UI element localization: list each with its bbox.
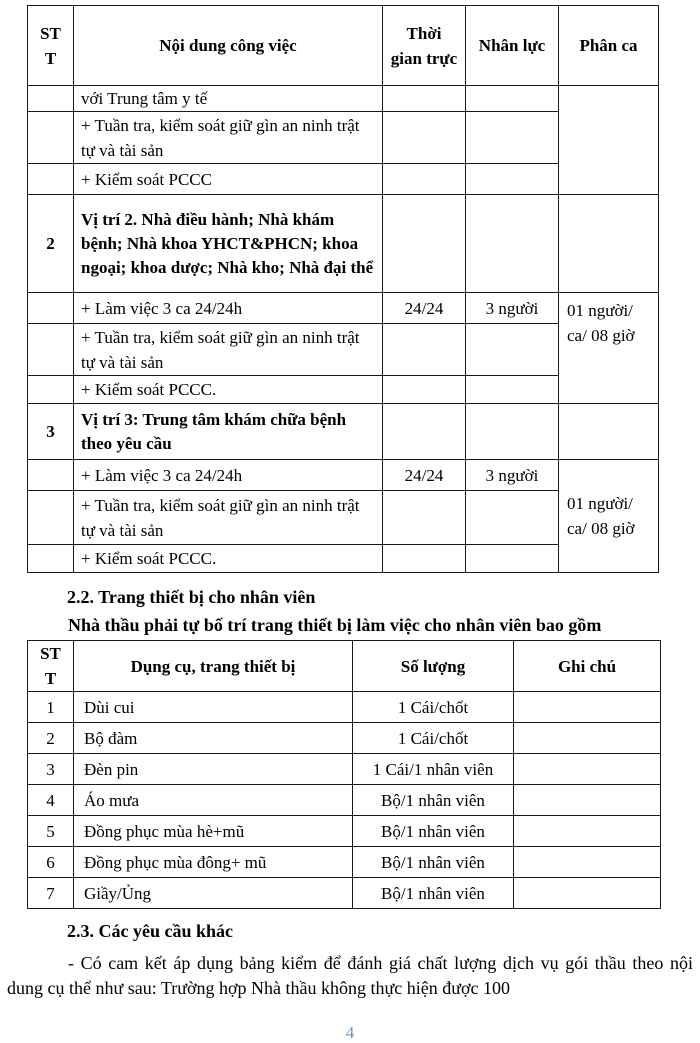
stt-cell: 4 bbox=[28, 785, 74, 816]
shift-cell-merged-3: 01 người/ ca/ 08 giờ bbox=[559, 460, 659, 573]
content-cell: + Kiểm soát PCCC. bbox=[74, 545, 383, 573]
time-cell bbox=[383, 376, 466, 404]
equipment-table-header-row bbox=[28, 641, 661, 692]
staff-cell: 3 người bbox=[466, 460, 559, 491]
content-cell: + Tuần tra, kiểm soát giữ gìn an ninh trật tự và tài sản bbox=[74, 491, 383, 545]
work-header-time: Thời gian trực bbox=[383, 6, 466, 86]
content-cell: + Làm việc 3 ca 24/24h bbox=[74, 293, 383, 324]
table-row-position-2 bbox=[28, 195, 659, 293]
time-cell bbox=[383, 545, 466, 573]
equipment-row bbox=[28, 692, 661, 723]
qty-cell: Bộ/1 nhân viên bbox=[353, 847, 514, 878]
note-cell bbox=[514, 785, 661, 816]
work-header-staff: Nhân lực bbox=[466, 6, 559, 86]
item-cell: Giầy/Ủng bbox=[74, 878, 353, 909]
work-schedule-table bbox=[27, 5, 659, 573]
staff-cell bbox=[466, 164, 559, 195]
staff-cell bbox=[466, 376, 559, 404]
section-2-2-intro: Nhà thầu phải tự bố trí trang thiết bị làm việc cho nhân viên bao gồm bbox=[68, 615, 602, 635]
content-cell: + Làm việc 3 ca 24/24h bbox=[74, 460, 383, 491]
item-cell: Dùi cui bbox=[74, 692, 353, 723]
staff-cell bbox=[466, 324, 559, 376]
table-row bbox=[28, 460, 659, 491]
equip-header-stt: STT bbox=[28, 641, 74, 692]
note-cell bbox=[514, 878, 661, 909]
content-cell: + Tuần tra, kiểm soát giữ gìn an ninh trật tự và tài sản bbox=[74, 324, 383, 376]
item-cell: Đèn pin bbox=[74, 754, 353, 785]
note-cell bbox=[514, 692, 661, 723]
note-cell bbox=[514, 847, 661, 878]
work-header-shift: Phân ca bbox=[559, 6, 659, 86]
equip-header-note: Ghi chú bbox=[514, 641, 661, 692]
staff-cell bbox=[466, 112, 559, 164]
stt-cell bbox=[28, 376, 74, 404]
time-cell bbox=[383, 86, 466, 112]
item-cell: Áo mưa bbox=[74, 785, 353, 816]
stt-cell: 6 bbox=[28, 847, 74, 878]
note-cell bbox=[514, 754, 661, 785]
content-cell: + Kiểm soát PCCC. bbox=[74, 376, 383, 404]
time-cell bbox=[383, 195, 466, 293]
work-header-content: Nội dung công việc bbox=[74, 6, 383, 86]
equipment-row bbox=[28, 878, 661, 909]
time-cell bbox=[383, 491, 466, 545]
section-2-3-heading: 2.3. Các yêu cầu khác bbox=[67, 921, 233, 941]
equipment-row bbox=[28, 785, 661, 816]
stt-cell: 1 bbox=[28, 692, 74, 723]
work-table-header-row bbox=[28, 6, 659, 86]
qty-cell: 1 Cái/chốt bbox=[353, 723, 514, 754]
item-cell: Bộ đàm bbox=[74, 723, 353, 754]
stt-cell bbox=[28, 112, 74, 164]
stt-cell bbox=[28, 324, 74, 376]
stt-cell bbox=[28, 491, 74, 545]
table-row bbox=[28, 293, 659, 324]
stt-cell bbox=[28, 460, 74, 491]
table-row-position-3 bbox=[28, 404, 659, 460]
time-cell: 24/24 bbox=[383, 460, 466, 491]
content-cell: + Kiểm soát PCCC bbox=[74, 164, 383, 195]
equipment-table bbox=[27, 640, 661, 909]
shift-cell-merged-2: 01 người/ ca/ 08 giờ bbox=[559, 293, 659, 404]
table-row bbox=[28, 86, 659, 112]
qty-cell: Bộ/1 nhân viên bbox=[353, 785, 514, 816]
stt-cell bbox=[28, 86, 74, 112]
equipment-row bbox=[28, 816, 661, 847]
staff-cell bbox=[466, 404, 559, 460]
stt-cell: 5 bbox=[28, 816, 74, 847]
document-page bbox=[0, 5, 700, 1042]
stt-cell: 2 bbox=[28, 195, 74, 293]
shift-cell bbox=[559, 195, 659, 293]
stt-cell bbox=[28, 293, 74, 324]
qty-cell: Bộ/1 nhân viên bbox=[353, 816, 514, 847]
section-2-2-heading: 2.2. Trang thiết bị cho nhân viên bbox=[67, 587, 316, 607]
time-cell bbox=[383, 404, 466, 460]
staff-cell bbox=[466, 86, 559, 112]
shift-cell-merged-1 bbox=[559, 86, 659, 195]
stt-cell bbox=[28, 545, 74, 573]
content-cell: Vị trí 3: Trung tâm khám chữa bệnh theo yêu cầu bbox=[74, 404, 383, 460]
stt-cell bbox=[28, 164, 74, 195]
page-number: 4 bbox=[345, 1023, 355, 1042]
time-cell bbox=[383, 324, 466, 376]
content-cell: + Tuần tra, kiểm soát giữ gìn an ninh trật tự và tài sản bbox=[74, 112, 383, 164]
qty-cell: Bộ/1 nhân viên bbox=[353, 878, 514, 909]
time-cell: 24/24 bbox=[383, 293, 466, 324]
item-cell: Đồng phục mùa đông+ mũ bbox=[74, 847, 353, 878]
work-header-stt: STT bbox=[28, 6, 74, 86]
shift-cell bbox=[559, 404, 659, 460]
note-cell bbox=[514, 723, 661, 754]
item-cell: Đồng phục mùa hè+mũ bbox=[74, 816, 353, 847]
commitment-paragraph: - Có cam kết áp dụng bảng kiểm để đánh giá chất lượng dịch vụ gói thầu theo nội dung cụ thể như sau: Trường hợp Nhà thầu không thực hiện được 100 bbox=[7, 953, 693, 998]
equipment-row bbox=[28, 847, 661, 878]
stt-cell: 2 bbox=[28, 723, 74, 754]
qty-cell: 1 Cái/1 nhân viên bbox=[353, 754, 514, 785]
qty-cell: 1 Cái/chốt bbox=[353, 692, 514, 723]
note-cell bbox=[514, 816, 661, 847]
time-cell bbox=[383, 164, 466, 195]
staff-cell bbox=[466, 491, 559, 545]
equipment-row bbox=[28, 723, 661, 754]
staff-cell: 3 người bbox=[466, 293, 559, 324]
time-cell bbox=[383, 112, 466, 164]
staff-cell bbox=[466, 195, 559, 293]
equip-header-item: Dụng cụ, trang thiết bị bbox=[74, 641, 353, 692]
equipment-row bbox=[28, 754, 661, 785]
equip-header-qty: Số lượng bbox=[353, 641, 514, 692]
content-cell: Vị trí 2. Nhà điều hành; Nhà khám bệnh; Nhà khoa YHCT&PHCN; khoa ngoại; khoa dược; Nhà kho; Nhà đại thể bbox=[74, 195, 383, 293]
stt-cell: 7 bbox=[28, 878, 74, 909]
stt-cell: 3 bbox=[28, 754, 74, 785]
stt-cell: 3 bbox=[28, 404, 74, 460]
staff-cell bbox=[466, 545, 559, 573]
content-cell: với Trung tâm y tế bbox=[74, 86, 383, 112]
